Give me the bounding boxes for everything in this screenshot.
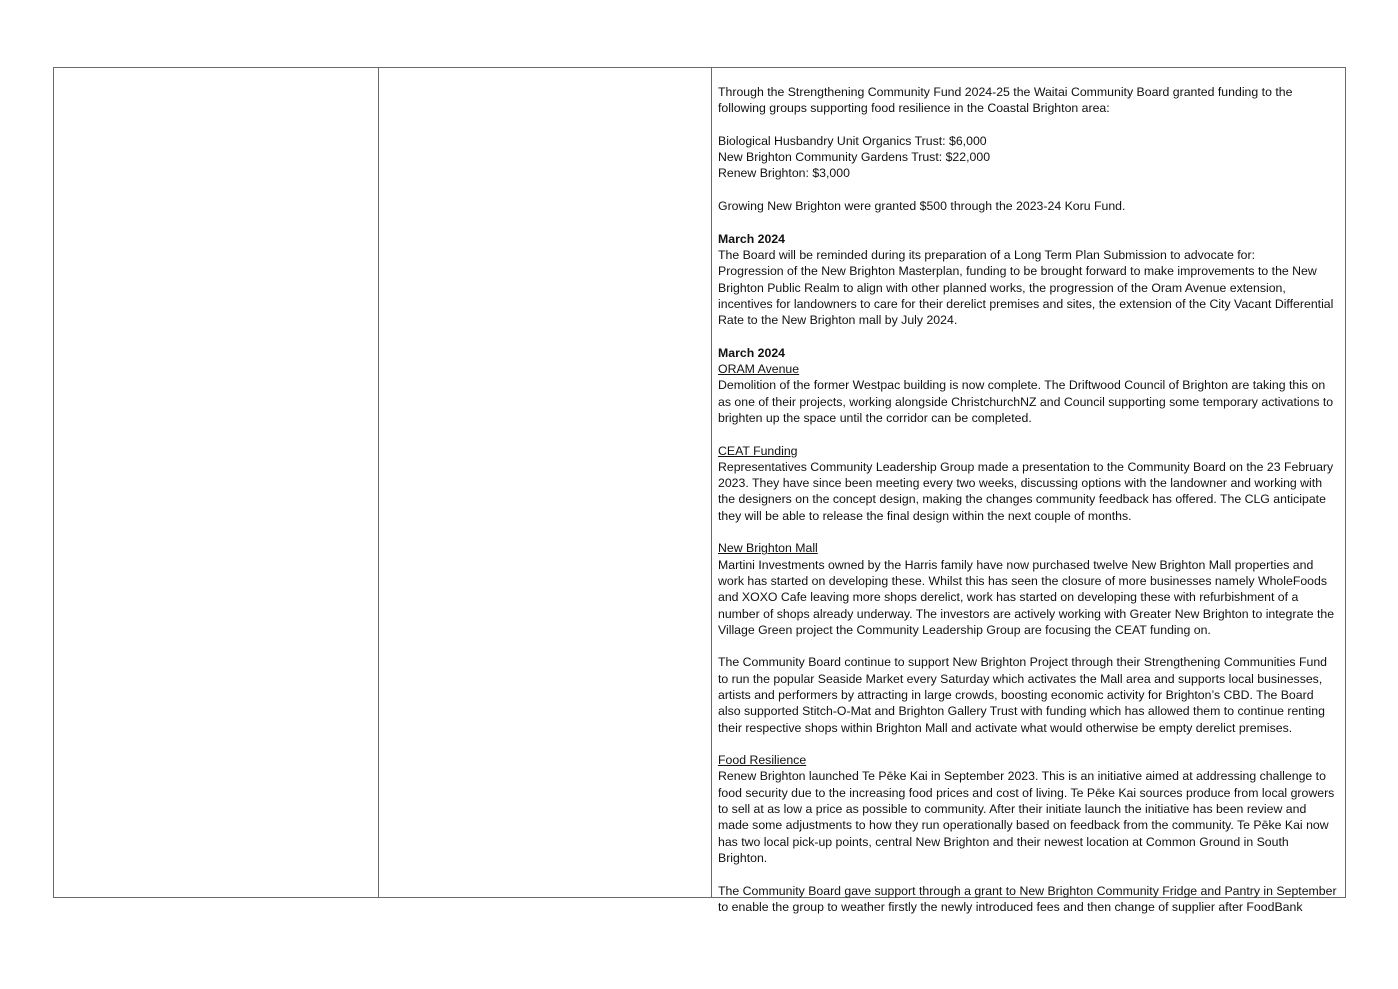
grant-item: Biological Husbandry Unit Organics Trust: $6,000 xyxy=(718,133,987,148)
grants-list xyxy=(718,133,1339,182)
fridge-paragraph: The Community Board gave support through a grant to New Brighton Community Fridge and Pantry in September to enable the group to weather firstly the newly introduced fees and then change of supplier after FoodBank xyxy=(718,883,1337,914)
table-column-1 xyxy=(54,68,379,897)
oram-subheading: ORAM Avenue xyxy=(718,362,800,377)
ltp-body: Progression of the New Brighton Masterplan, funding to be brought forward to make improvements to the New Brighton Public Realm to align with other planned works, the progression of the Oram Avenue extension, incentives for landowners to care for their derelict premises and sites, the extension of the City Vacant Differential Rate to the New Brighton mall by July 2024. xyxy=(718,264,1334,328)
table-column-3 xyxy=(712,68,1345,914)
grant-item: Renew Brighton: $3,000 xyxy=(718,166,850,181)
ceat-body: Representatives Community Leadership Group made a presentation to the Community Board on the 23 February 2023. They have since been meeting every two weeks, discussing options with the landowner and working with the designers on the concept design, making the changes community feedback has offered. The CLG anticipate they will be able to release the final design within the next couple of months. xyxy=(718,459,1334,523)
table-column-2 xyxy=(379,68,712,897)
ltp-intro: The Board will be reminded during its preparation of a Long Term Plan Submission to advocate for: xyxy=(718,247,1256,262)
ceat-subheading: CEAT Funding xyxy=(718,443,798,458)
food-subheading: Food Resilience xyxy=(718,753,807,768)
section-heading: March 2024 xyxy=(718,231,785,246)
market-paragraph: The Community Board continue to support New Brighton Project through their Strengthening Communities Fund to run the popular Seaside Market every Saturday which activates the Mall area and supports local businesses, artists and performers by attracting in large crowds, boosting economic activity for Brighton’s CBD. The Board also supported Stitch-O-Mat and Brighton Gallery Trust with funding which has allowed them to continue renting their respective shops within Brighton Mall and activate what would otherwise be empty derelict premises. xyxy=(718,655,1328,735)
section-food xyxy=(718,752,1339,866)
food-body: Renew Brighton launched Te Pēke Kai in September 2023. This is an initiative aimed at addressing challenge to food security due to the increasing food prices and cost of living. Te Pēke Kai sources produce from local growers to sell at as low a price as possible to community. After their initiate launch the initiative has been review and made some adjustments to how they run operationally based on feedback from the community. Te Pēke Kai now has two local pick-up points, central New Brighton and their newest location at Common Ground in South Brighton. xyxy=(718,769,1335,865)
report-table xyxy=(53,67,1346,914)
section-oram xyxy=(718,345,1339,426)
koru-fund-paragraph: Growing New Brighton were granted $500 through the 2023-24 Koru Fund. xyxy=(718,199,1126,214)
section-ceat xyxy=(718,443,1339,524)
grant-item: New Brighton Community Gardens Trust: $22,000 xyxy=(718,150,991,165)
oram-body: Demolition of the former Westpac building is now complete. The Driftwood Council of Brighton are taking this on as one of their projects, working alongside ChristchurchNZ and Council supporting some temporary activations to brighten up the space until the corridor can be completed. xyxy=(718,378,1334,425)
section-heading: March 2024 xyxy=(718,345,785,360)
intro-paragraph: Through the Strengthening Community Fund 2024-25 the Waitai Community Board granted funding to the following groups supporting food resilience in the Coastal Brighton area: xyxy=(718,85,1293,116)
section-mall xyxy=(718,540,1339,638)
mall-body: Martini Investments owned by the Harris family have now purchased twelve New Brighton Mall properties and work has started on developing these. Whilst this has seen the closure of more businesses namely WholeFoods and XOXO Cafe leaving more shops derelict, work has started on developing these with refurbishment of a number of shops already underway. The investors are actively working with Greater New Brighton to integrate the Village Green project the Community Leadership Group are focusing the CEAT funding on. xyxy=(718,557,1335,637)
mall-subheading: New Brighton Mall xyxy=(718,541,818,556)
section-ltp xyxy=(718,231,1339,329)
